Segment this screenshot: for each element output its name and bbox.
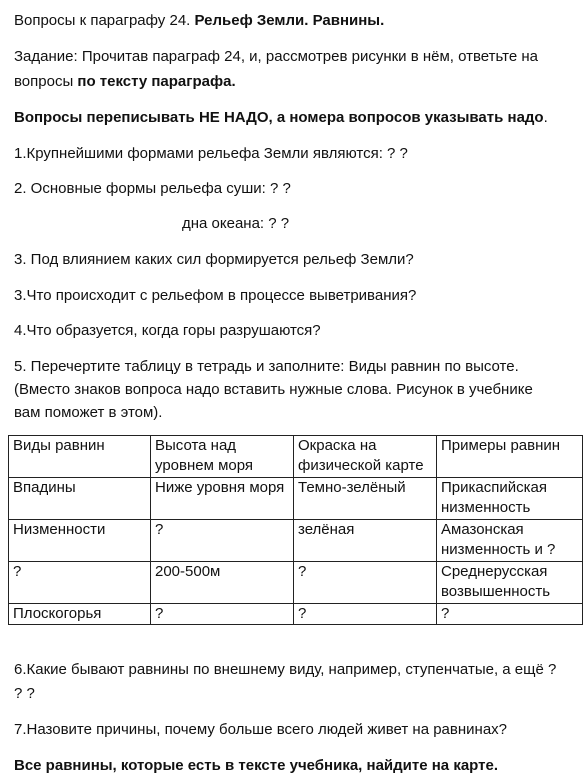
question-5-line-3: вам поможет в этом).: [14, 404, 163, 421]
table-cell: Среднерусская возвышенность: [437, 562, 583, 604]
task-line-2-emphasis: по тексту параграфа.: [77, 73, 236, 90]
table-row: [9, 520, 583, 562]
table-row: [9, 604, 583, 625]
task-line-1: Задание: Прочитав параграф 24, и, рассмотрев рисунки в нём, ответьте на: [14, 48, 538, 65]
page-header: [14, 11, 384, 31]
question-6-line-1: 6.Какие бывают равнины по внешнему виду, например, ступенчатые, а ещё ?: [14, 661, 557, 678]
question-1: 1.Крупнейшими формами рельефа Земли являются: ? ?: [14, 145, 408, 162]
instruction-text: Вопросы переписывать НЕ НАДО, а номера вопросов указывать надо: [14, 109, 544, 126]
table-cell: Ниже уровня моря: [151, 478, 294, 520]
table-cell: ?: [437, 604, 583, 625]
question-7: 7.Назовите причины, почему больше всего людей живет на равнинах?: [14, 721, 508, 738]
header-title: Рельеф Земли. Равнины.: [194, 12, 385, 29]
table-cell: Амазонская низменность и ?: [437, 520, 583, 562]
task-line-2-text: вопросы: [14, 73, 78, 90]
table-header-cell: Виды равнин: [9, 436, 151, 478]
question-5-line-1: 5. Перечертите таблицу в тетрадь и заполните: Виды равнин по высоте.: [14, 358, 519, 375]
question-3-weathering: 3.Что происходит с рельефом в процессе выветривания?: [14, 287, 417, 304]
table-cell: Прикаспийская низменность: [437, 478, 583, 520]
header-prefix: Вопросы к параграфу 24.: [14, 12, 195, 29]
question-3: 3. Под влиянием каких сил формируется рельеф Земли?: [14, 251, 414, 268]
question-5-line-2: (Вместо знаков вопроса надо вставить нужные слова. Рисунок в учебнике: [14, 381, 533, 398]
table-header-cell: Примеры равнин: [437, 436, 583, 478]
table-cell: Впадины: [9, 478, 151, 520]
table-cell: 200-500м: [151, 562, 294, 604]
table-cell: ?: [294, 562, 437, 604]
task-line-2: [14, 72, 236, 92]
question-2-ocean: дна океана: ? ?: [182, 215, 290, 232]
table-cell: ?: [9, 562, 151, 604]
table-cell: ?: [151, 520, 294, 562]
table-cell: Низменности: [9, 520, 151, 562]
table-cell: зелёная: [294, 520, 437, 562]
table-cell: Плоскогорья: [9, 604, 151, 625]
question-6-line-2: ? ?: [14, 685, 35, 702]
instruction: [14, 108, 548, 128]
table-cell: ?: [294, 604, 437, 625]
instruction-period: .: [543, 109, 548, 126]
table-header-cell: Высота над уровнем моря: [151, 436, 294, 478]
question-2: 2. Основные формы рельефа суши: ? ?: [14, 180, 291, 197]
table-header-row: [9, 436, 583, 478]
footer-note: Все равнины, которые есть в тексте учебника, найдите на карте.: [14, 757, 498, 774]
table-cell: Темно-зелёный: [294, 478, 437, 520]
table-cell: ?: [151, 604, 294, 625]
table-header-cell: Окраска на физической карте: [294, 436, 437, 478]
question-4: 4.Что образуется, когда горы разрушаются?: [14, 322, 321, 339]
table-row: [9, 562, 583, 604]
plains-table: [8, 435, 583, 625]
table-row: [9, 478, 583, 520]
